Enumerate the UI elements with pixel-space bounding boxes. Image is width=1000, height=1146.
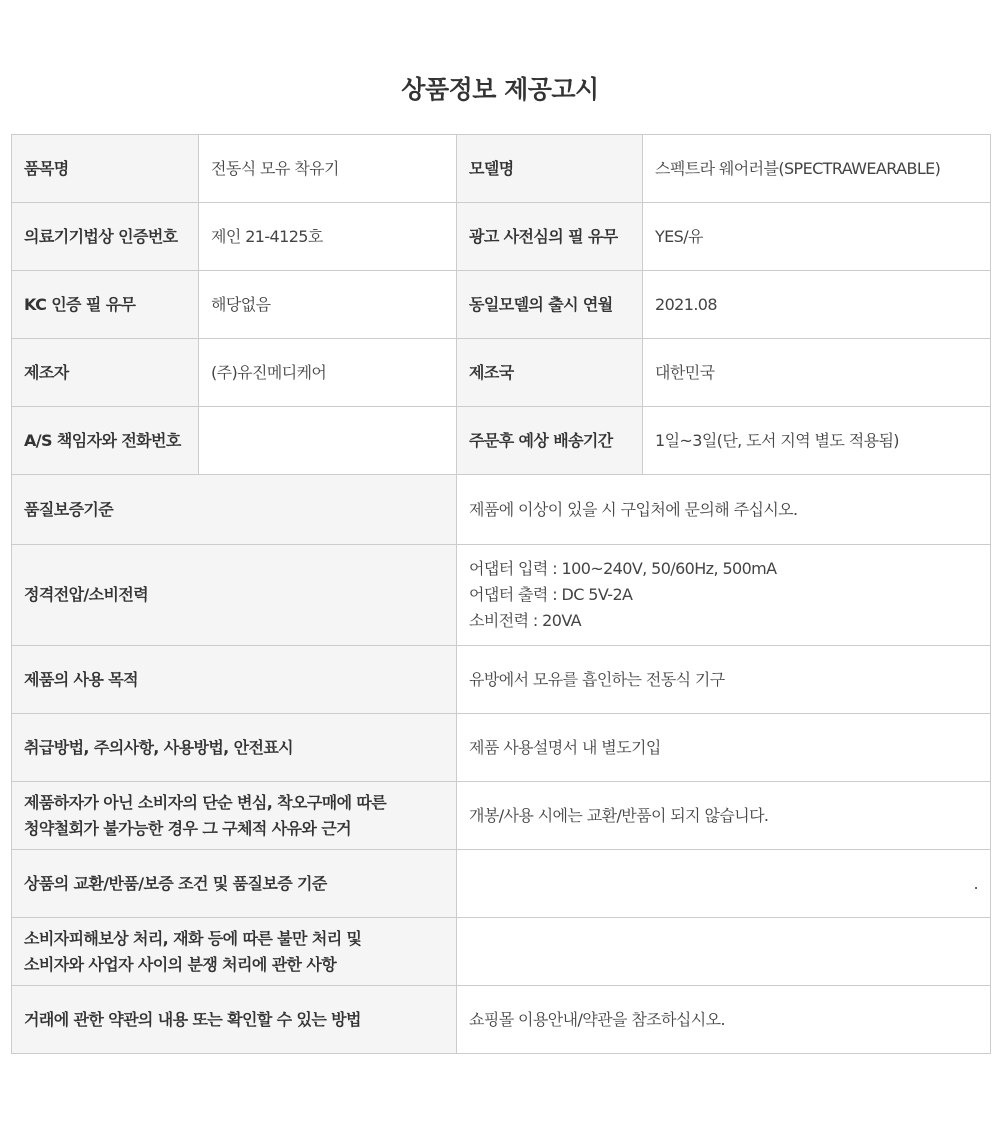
label-line: 청약철회가 불가능한 경우 그 구체적 사유와 근거 bbox=[24, 818, 351, 838]
table-row bbox=[12, 475, 991, 545]
row-value bbox=[457, 545, 991, 646]
row-value: 해당없음 bbox=[199, 271, 457, 339]
label-line: 소비자와 사업자 사이의 분쟁 처리에 관한 사항 bbox=[24, 954, 337, 974]
value-line: . bbox=[973, 873, 978, 893]
table-row bbox=[12, 918, 991, 986]
value-line: 개봉/사용 시에는 교환/반품이 되지 않습니다. bbox=[469, 805, 769, 825]
row-value bbox=[457, 986, 991, 1054]
row-value: 2021.08 bbox=[643, 271, 991, 339]
table-row bbox=[12, 782, 991, 850]
row-value bbox=[457, 714, 991, 782]
row-label: 제조자 bbox=[12, 339, 199, 407]
label-line: 소비자피해보상 처리, 재화 등에 따른 불만 처리 및 bbox=[24, 928, 362, 948]
row-value bbox=[457, 918, 991, 986]
row-value: 전동식 모유 착유기 bbox=[199, 135, 457, 203]
value-line: 쇼핑몰 이용안내/약관을 참조하십시오. bbox=[469, 1009, 725, 1029]
table-row bbox=[12, 203, 991, 271]
table-row bbox=[12, 271, 991, 339]
row-value bbox=[457, 782, 991, 850]
value-line: 소비전력 : 20VA bbox=[469, 611, 582, 630]
row-value: 대한민국 bbox=[643, 339, 991, 407]
row-label: 정격전압/소비전력 bbox=[12, 545, 457, 646]
row-label: 품목명 bbox=[12, 135, 199, 203]
row-label: 취급방법, 주의사항, 사용방법, 안전표시 bbox=[12, 714, 457, 782]
row-label bbox=[12, 918, 457, 986]
row-label: 제조국 bbox=[457, 339, 643, 407]
table-row bbox=[12, 545, 991, 646]
value-line: 어댑터 출력 : DC 5V-2A bbox=[469, 585, 633, 604]
table-row bbox=[12, 986, 991, 1054]
row-label: 의료기기법상 인증번호 bbox=[12, 203, 199, 271]
value-line: 제품에 이상이 있을 시 구입처에 문의해 주십시오. bbox=[469, 499, 798, 519]
value-line: 어댑터 입력 : 100~240V, 50/60Hz, 500mA bbox=[469, 559, 777, 578]
row-label: 거래에 관한 약관의 내용 또는 확인할 수 있는 방법 bbox=[12, 986, 457, 1054]
row-value: YES/유 bbox=[643, 203, 991, 271]
row-value: (주)유진메디케어 bbox=[199, 339, 457, 407]
row-value: 1일~3일(단, 도서 지역 별도 적용됨) bbox=[643, 407, 991, 475]
row-value bbox=[457, 475, 991, 545]
row-value bbox=[199, 407, 457, 475]
page-title: 상품정보 제공고시 bbox=[401, 75, 599, 104]
row-value: 제인 21-4125호 bbox=[199, 203, 457, 271]
table-row bbox=[12, 646, 991, 714]
table-row bbox=[12, 339, 991, 407]
row-label: 동일모델의 출시 연월 bbox=[457, 271, 643, 339]
value-line: 유방에서 모유를 흡인하는 전동식 기구 bbox=[469, 669, 725, 689]
table-row bbox=[12, 714, 991, 782]
row-label: 상품의 교환/반품/보증 조건 및 품질보증 기준 bbox=[12, 850, 457, 918]
row-label bbox=[12, 782, 457, 850]
row-label: 주문후 예상 배송기간 bbox=[457, 407, 643, 475]
value-line: 제품 사용설명서 내 별도기입 bbox=[469, 737, 661, 757]
table-row bbox=[12, 850, 991, 918]
product-info-table bbox=[11, 134, 991, 1054]
table-row bbox=[12, 407, 991, 475]
row-label: A/S 책임자와 전화번호 bbox=[12, 407, 199, 475]
row-value: 스펙트라 웨어러블(SPECTRAWEARABLE) bbox=[643, 135, 991, 203]
row-label: 광고 사전심의 필 유무 bbox=[457, 203, 643, 271]
label-line: 제품하자가 아닌 소비자의 단순 변심, 착오구매에 따른 bbox=[24, 792, 387, 812]
row-value bbox=[457, 646, 991, 714]
table-row bbox=[12, 135, 991, 203]
row-label: 품질보증기준 bbox=[12, 475, 457, 545]
row-label: 모델명 bbox=[457, 135, 643, 203]
row-value bbox=[457, 850, 991, 918]
row-label: KC 인증 필 유무 bbox=[12, 271, 199, 339]
row-label: 제품의 사용 목적 bbox=[12, 646, 457, 714]
